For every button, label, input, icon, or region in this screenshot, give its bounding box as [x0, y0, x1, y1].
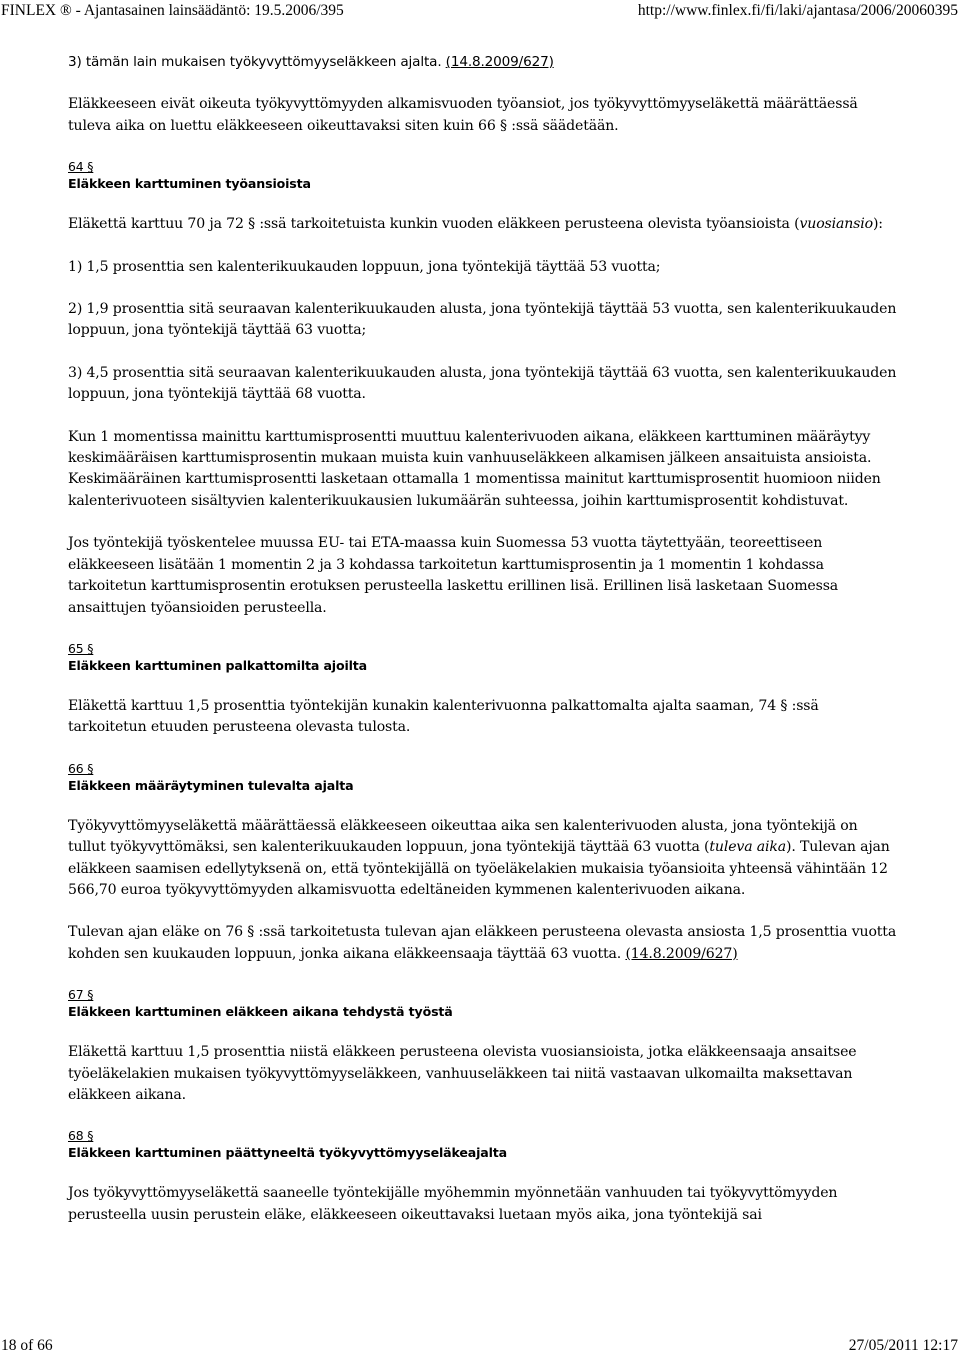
browser-print-footer — [0, 1335, 960, 1357]
document-body — [68, 52, 898, 1247]
list-item: 2) 1,9 prosenttia sitä seuraavan kalenterikuukauden alusta, jona työntekijä täyttää 53 vuotta, sen kalenterikuukauden loppuun, jona työntekijä täyttää 63 vuotta; — [68, 301, 897, 339]
text: ): — [872, 216, 883, 233]
amendment-link[interactable]: (14.8.2009/627) — [625, 945, 738, 962]
page-counter: 18 of 66 — [1, 1337, 53, 1354]
text: Työkyvyttömyyseläkettä määrättäessä eläkkeeseen oikeuttaa aika sen kalenterivuoden alusta, jona työntekijä on tullut työkyvyttömäksi, sen kalenterikuukauden loppuun, jona työntekijä täyttää 63 vuotta ( — [68, 817, 858, 856]
list-item: 3) 4,5 prosenttia sitä seuraavan kalenterikuukauden alusta, jona työntekijä täyttää 63 vuotta, sen kalenterikuukauden loppuun, jona työntekijä täyttää 68 vuotta. — [68, 364, 897, 403]
text: Tulevan ajan eläke on 76 § :ssä tarkoitetusta tulevan ajan eläkkeen perusteena olevasta ansiosta 1,5 prosenttia vuotta kohden sen kuukauden loppuun, jonka aikana eläkkeensaaja täyttää 63 vuotta. — [68, 924, 897, 962]
section-68 — [68, 1127, 898, 1226]
section-number-link[interactable]: 68 § — [68, 1128, 94, 1144]
paragraph — [68, 816, 898, 902]
section-title: Eläkkeen karttuminen eläkkeen aikana tehdystä työstä — [68, 1004, 453, 1020]
paragraph: Eläkettä karttuu 1,5 prosenttia työntekijän kunakin kalenterivuonna palkattomalta ajalta saaman, 74 § :ssä tarkoitetun etuuden perusteena olevasta tulosta. — [68, 697, 819, 736]
paragraph: Eläkettä karttuu 1,5 prosenttia niistä eläkkeen perusteena olevista vuosiansioista, jotka eläkkeensaaja ansaitsee työeläkelakien mukaisen työkyvyttömyyseläkkeen, vanhuuseläkkeen tai niitä vastaavan ulkomailta maksettavan eläkkeen aikana. — [68, 1044, 857, 1103]
section-number-link[interactable]: 64 § — [68, 159, 94, 175]
paragraph: Jos työntekijä työskentelee muussa EU- tai ETA-maassa kuin Suomessa 53 vuotta täytettyään, teoreettiseen eläkkeeseen lisätään 1 momentin 2 ja 3 kohdassa tarkoitetun karttumisprosentin ja 1 momentin 1 kohdassa tarkoitetun karttumisprosentin erotuksen perusteella laskettu erillinen lisä. Erillinen lisä lasketaan Suomessa ansaittujen työansioiden perusteella. — [68, 535, 839, 616]
item-text: 3) tämän lain mukaisen työkyvyttömyyseläkkeen ajalta. — [68, 54, 442, 70]
section-number-link[interactable]: 67 § — [68, 987, 94, 1003]
section-64 — [68, 158, 898, 619]
paragraph — [68, 214, 898, 235]
defined-term: vuosiansio — [799, 216, 873, 233]
header-url: http://www.finlex.fi/fi/laki/ajantasa/2006/20060395 — [637, 2, 958, 19]
section-title: Eläkkeen määräytyminen tulevalta ajalta — [68, 777, 354, 793]
section-65 — [68, 640, 898, 739]
paragraph: Kun 1 momentissa mainittu karttumisprosentti muuttuu kalenterivuoden aikana, eläkkeen karttuminen määräytyy keskimääräisen karttumisprosentin mukaan muista kuin vanhuuseläkkeen alkamisen jälkeen ansaituista ansioista. Keskimääräinen karttumisprosentti lasketaan ottamalla 1 momentissa mainitut karttumisprosentit huomioon niiden kalenterivuoteen sisältyvien kalenterikuukausien lukumäärän suhteessa, joihin karttumisprosentit kohdistuvat. — [68, 428, 881, 509]
section-number-link[interactable]: 65 § — [68, 640, 94, 656]
print-datetime: 27/05/2011 12:17 — [848, 1337, 958, 1354]
section-67 — [68, 986, 898, 1106]
section-title: Eläkkeen karttuminen työansioista — [68, 176, 311, 192]
section-title: Eläkkeen karttuminen päättyneeltä työkyvyttömyyseläkeajalta — [68, 1145, 508, 1161]
browser-print-header — [0, 0, 960, 22]
section-number-link[interactable]: 66 § — [68, 760, 94, 776]
paragraph — [68, 922, 898, 965]
list-item — [68, 52, 898, 73]
section-title: Eläkkeen karttuminen palkattomilta ajoilta — [68, 657, 368, 673]
header-page-title: FINLEX ® - Ajantasainen lainsäädäntö: 19.5.2006/395 — [1, 2, 344, 19]
section-66 — [68, 760, 898, 965]
paragraph: Eläkkeeseen eivät oikeuta työkyvyttömyyden alkamisvuoden työansiot, jos työkyvyttömyyseläkettä määrättäessä tuleva aika on luettu eläkkeeseen oikeuttavaksi siten kuin 66 § :ssä säädetään. — [68, 96, 858, 134]
paragraph: Jos työkyvyttömyyseläkettä saaneelle työntekijälle myöhemmin myönnetään vanhuuden tai työkyvyttömyyden perusteella uusin perustein eläke, eläkkeeseen oikeuttavaksi luetaan myös aika, jona työntekijä sai — [68, 1185, 838, 1223]
list-item: 1) 1,5 prosenttia sen kalenterikuukauden loppuun, jona työntekijä täyttää 53 vuotta; — [68, 258, 661, 275]
text: ). Tulevan ajan eläkkeen saamisen edellytyksenä on, että työntekijällä on työeläkelakien mukaisia työansioita yhteensä vähintään 12 566,70 euroa työkyvyttömyyden alkamisvuotta edeltäneiden kymmenen kalenterivuoden aikana. — [68, 839, 890, 898]
amendment-link[interactable]: (14.8.2009/627) — [445, 54, 554, 70]
defined-term: tuleva aika — [709, 839, 787, 856]
text: Eläkettä karttuu 70 ja 72 § :ssä tarkoitetuista kunkin vuoden eläkkeen perusteena olevista työansioista ( — [68, 216, 800, 233]
